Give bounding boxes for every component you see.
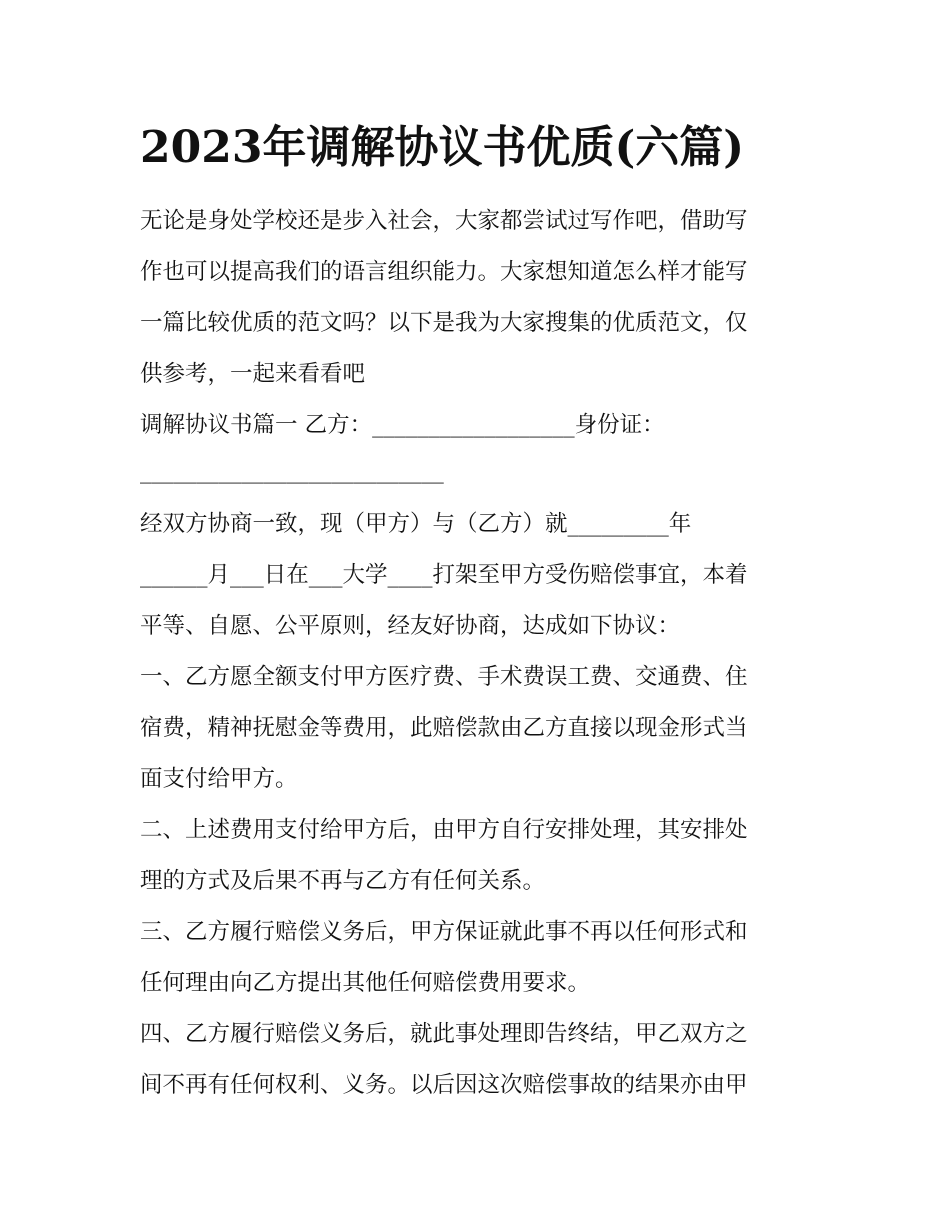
clause-line: 四、乙方履行赔偿义务后，就此事处理即告终结，甲乙双方之 bbox=[140, 1021, 748, 1047]
paragraph-line: 一篇比较优质的范文吗？以下是我为大家搜集的优质范文，仅 bbox=[140, 310, 748, 336]
clause-line: 宿费，精神抚慰金等费用，此赔偿款由乙方直接以现金形式当 bbox=[140, 715, 748, 741]
clause-line: 理的方式及后果不再与乙方有任何关系。 bbox=[140, 868, 546, 894]
id-number-blank: ___________________________ bbox=[140, 458, 444, 484]
paragraph-line: 供参考，一起来看看吧 bbox=[140, 361, 366, 387]
clause-line: 二、上述费用支付给甲方后，由甲方自行安排处理，其安排处 bbox=[140, 817, 748, 843]
paragraph-line: 作也可以提高我们的语言组织能力。大家想知道怎么样才能写 bbox=[140, 259, 748, 285]
document-title: 2023年调解协议书优质(六篇) bbox=[140, 122, 745, 173]
paragraph-line: 无论是身处学校还是步入社会，大家都尝试过写作吧，借助写 bbox=[140, 208, 748, 234]
section-heading-line: 调解协议书篇一 乙方：__________________身份证： bbox=[140, 412, 665, 438]
clause-line: 面支付给甲方。 bbox=[140, 766, 298, 792]
clause-line: 三、乙方履行赔偿义务后，甲方保证就此事不再以任何形式和 bbox=[140, 919, 748, 945]
clause-line: 间不再有任何权利、义务。以后因这次赔偿事故的结果亦由甲 bbox=[140, 1072, 748, 1098]
document-body bbox=[140, 196, 816, 1111]
clause-line: 任何理由向乙方提出其他任何赔偿费用要求。 bbox=[140, 970, 591, 996]
paragraph-line: 经双方协商一致，现（甲方）与（乙方）就_________年 bbox=[140, 511, 692, 537]
paragraph-line: ______月___日在___大学____打架至甲方受伤赔偿事宜，本着 bbox=[140, 562, 748, 588]
paragraph-line: 平等、自愿、公平原则，经友好协商，达成如下协议： bbox=[140, 613, 681, 639]
clause-line: 一、乙方愿全额支付甲方医疗费、手术费误工费、交通费、住 bbox=[140, 664, 748, 690]
